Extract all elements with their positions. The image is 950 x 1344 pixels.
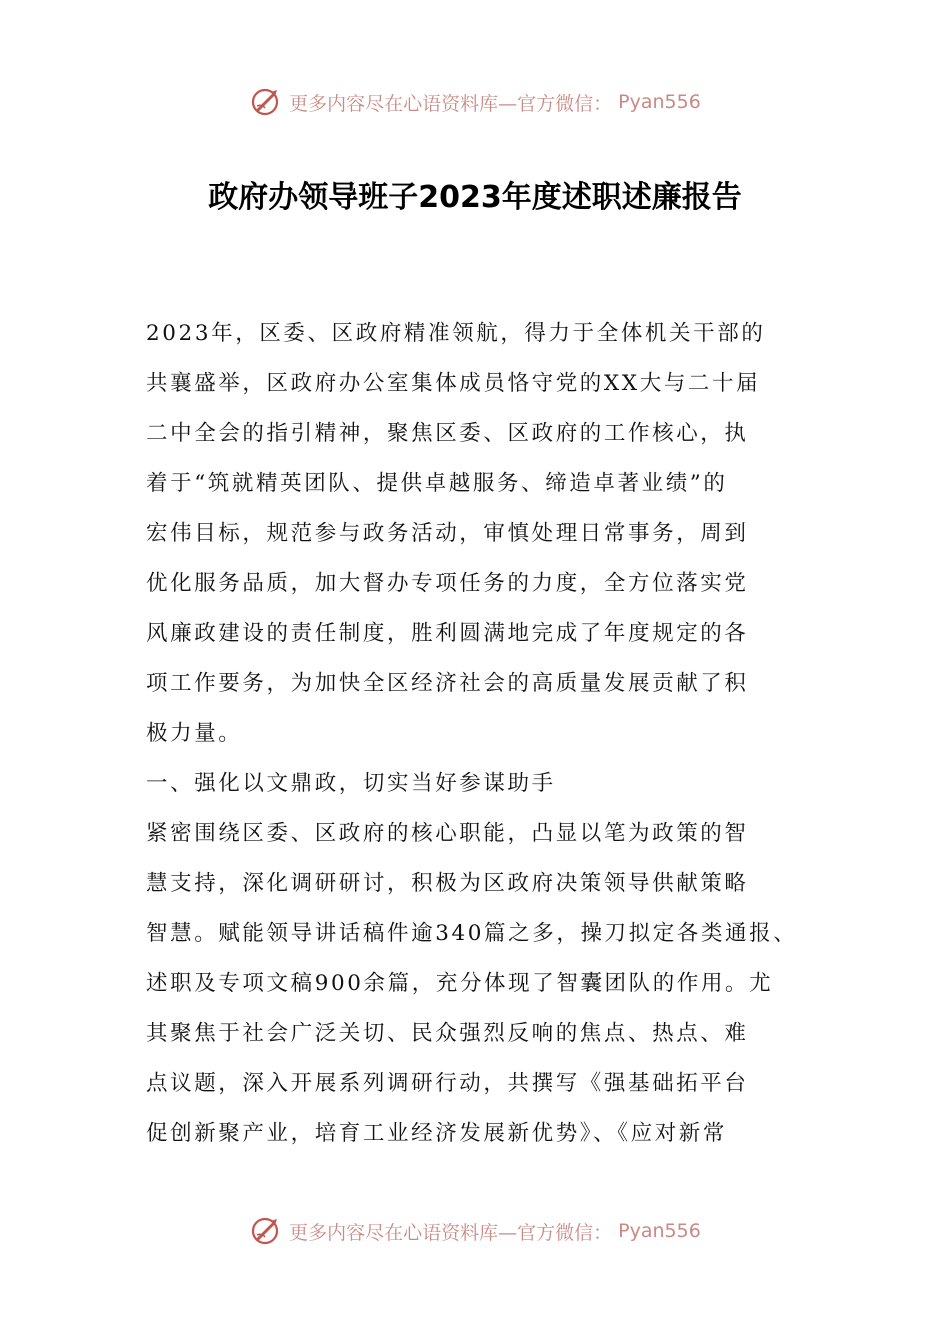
watermark-wechat-id: Pyan556 xyxy=(618,1220,701,1242)
text-line: 紧密围绕区委、区政府的核心职能，凸显以笔为政策的智 xyxy=(146,821,749,846)
text-line: 促创新聚产业，培育工业经济发展新优势》、《应对新常 xyxy=(146,1121,728,1146)
section-heading: 一、强化以文鼎政，切实当好参谋助手 xyxy=(146,771,556,796)
text-line: 项工作要务，为加快全区经济社会的高质量发展贡献了积 xyxy=(146,671,749,696)
footer-watermark xyxy=(0,1209,950,1253)
text-line: 着于“筑就精英团队、提供卓越服务、缔造卓著业绩”的 xyxy=(146,471,728,496)
document-title: 政府办领导班子2023年度述职述廉报告 xyxy=(208,180,742,215)
text-line: 共襄盛举，区政府办公室集体成员恪守党的XX大与二十届 xyxy=(146,371,761,396)
header-watermark xyxy=(0,80,950,124)
text-line: 风廉政建设的责任制度，胜利圆满地完成了年度规定的各 xyxy=(146,621,749,646)
pen-logo-icon xyxy=(249,1214,283,1248)
watermark-text: 更多内容尽在心语资料库—官方微信： xyxy=(289,92,613,115)
text-line: 慧支持，深化调研研讨，积极为区政府决策领导供献策略 xyxy=(146,871,749,896)
text-line: 二中全会的指引精神，聚焦区委、区政府的工作核心，执 xyxy=(146,421,749,446)
text-line: 点议题，深入开展系列调研行动，共撰写《强基础拓平台 xyxy=(146,1071,749,1096)
text-line: 宏伟目标，规范参与政务活动，审慎处理日常事务，周到 xyxy=(146,521,749,546)
text-line: 其聚焦于社会广泛关切、民众强烈反响的焦点、热点、难 xyxy=(146,1021,749,1046)
pen-logo-icon xyxy=(249,85,283,119)
text-line: 极力量。 xyxy=(146,721,243,746)
text-line: 智慧。赋能领导讲话稿件逾340篇之多，操刀拟定各类通报、 xyxy=(146,921,798,946)
watermark-text: 更多内容尽在心语资料库—官方微信： xyxy=(289,1221,613,1244)
document-body xyxy=(146,309,806,1159)
text-line: 优化服务品质，加大督办专项任务的力度，全方位落实党 xyxy=(146,571,749,596)
text-line: 述职及专项文稿900余篇，充分体现了智囊团队的作用。尤 xyxy=(146,971,774,996)
text-line: 2023年，区委、区政府精准领航，得力于全体机关干部的 xyxy=(146,321,766,346)
watermark-wechat-id: Pyan556 xyxy=(618,91,701,113)
